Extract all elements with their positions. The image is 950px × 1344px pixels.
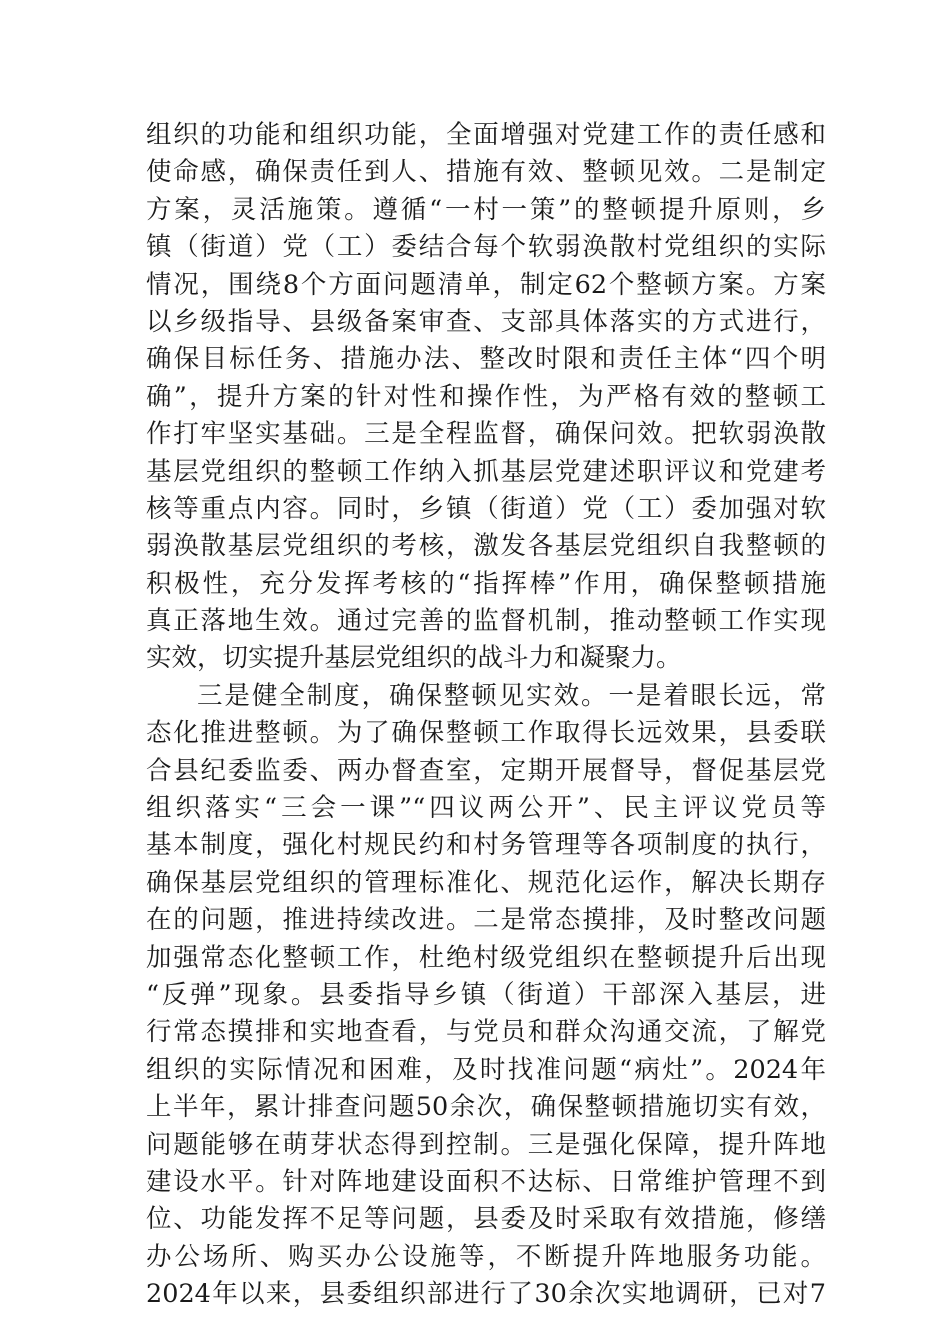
text-line: 2024年以来，县委组织部进行了30余次实地调研，已对7 (146, 1279, 826, 1310)
text-line: 真正落地生效。通过完善的监督机制，推动整顿工作实现 (146, 606, 826, 637)
text-line: 办公场所、购买办公设施等，不断提升阵地服务功能。 (146, 1241, 826, 1272)
text-line: 组织的实际情况和困难，及时找准问题“病灶”。2024年 (146, 1054, 826, 1085)
text-line: 合县纪委监委、两办督查室，定期开展督导，督促基层党 (146, 755, 826, 786)
text-line: 方案，灵活施策。遵循“一村一策”的整顿提升原则，乡 (146, 194, 826, 225)
text-line: 加强常态化整顿工作，杜绝村级党组织在整顿提升后出现 (146, 942, 826, 973)
text-line: 上半年，累计排查问题50余次，确保整顿措施切实有效， (146, 1092, 826, 1123)
text-line: 基本制度，强化村规民约和村务管理等各项制度的执行， (146, 830, 826, 861)
text-line: 确保基层党组织的管理标准化、规范化运作，解决长期存 (146, 867, 826, 898)
text-line: 基层党组织的整顿工作纳入抓基层党建述职评议和党建考 (146, 456, 826, 487)
text-line: 组织的功能和组织功能，全面增强对党建工作的责任感和 (146, 120, 826, 150)
text-line: 核等重点内容。同时，乡镇（街道）党（工）委加强对软 (146, 493, 826, 524)
text-line: 问题能够在萌芽状态得到控制。三是强化保障，提升阵地 (146, 1129, 826, 1160)
text-line: 位、功能发挥不足等问题，县委及时采取有效措施，修缮 (146, 1204, 826, 1235)
text-line: 积极性，充分发挥考核的“指挥棒”作用，确保整顿措施 (146, 568, 826, 599)
text-line: 弱涣散基层党组织的考核，激发各基层党组织自我整顿的 (146, 531, 826, 562)
text-line: 在的问题，推进持续改进。二是常态摸排，及时整改问题 (146, 905, 826, 936)
text-line: 建设水平。针对阵地建设面积不达标、日常维护管理不到 (146, 1166, 826, 1197)
text-line: 态化推进整顿。为了确保整顿工作取得长远效果，县委联 (146, 718, 826, 749)
text-line: 以乡级指导、县级备案审查、支部具体落实的方式进行， (146, 306, 826, 337)
text-line: 行常态摸排和实地查看，与党员和群众沟通交流，了解党 (146, 1017, 826, 1048)
text-line: 确”，提升方案的针对性和操作性，为严格有效的整顿工 (146, 381, 826, 412)
paragraph-end-line: 实效，切实提升基层党组织的战斗力和凝聚力。 (146, 643, 682, 674)
text-line: “反弹”现象。县委指导乡镇（街道）干部深入基层，进 (146, 979, 826, 1010)
paragraph-first-line: 三是健全制度，确保整顿见实效。一是着眼长远，常 (197, 680, 826, 711)
text-line: 组织落实“三会一课”“四议两公开”、民主评议党员等 (146, 793, 826, 824)
text-line: 使命感，确保责任到人、措施有效、整顿见效。二是制定 (146, 157, 826, 188)
text-line: 作打牢坚实基础。三是全程监督，确保问效。把软弱涣散 (146, 419, 826, 450)
text-line: 确保目标任务、措施办法、整改时限和责任主体“四个明 (146, 344, 826, 375)
text-line: 情况，围绕8个方面问题清单，制定62个整顿方案。方案 (146, 269, 826, 300)
body-text (146, 117, 826, 1314)
text-line: 镇（街道）党（工）委结合每个软弱涣散村党组织的实际 (146, 232, 826, 263)
